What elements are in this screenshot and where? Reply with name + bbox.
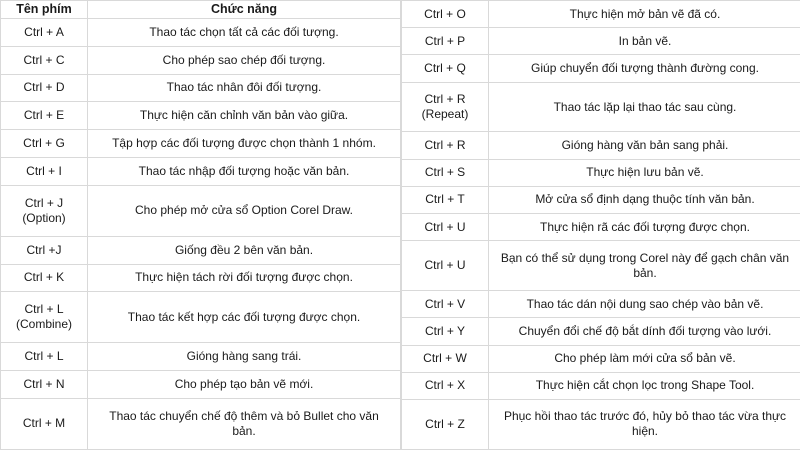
table-row: [1, 130, 401, 158]
table-row: [402, 159, 800, 186]
table-row: [402, 82, 800, 132]
shortcut-function: Cho phép mở cửa sổ Option Corel Draw.: [88, 185, 401, 236]
shortcut-function: Cho phép làm mới cửa sổ bản vẽ.: [489, 345, 800, 372]
shortcut-function: Thao tác kết hợp các đối tượng được chọn.: [88, 292, 401, 343]
shortcut-table-right: [401, 0, 800, 450]
shortcut-key: Ctrl + N: [1, 371, 88, 399]
shortcut-key: Ctrl + W: [402, 345, 489, 372]
shortcut-function: Gióng hàng sang trái.: [88, 343, 401, 371]
shortcut-key: Ctrl + C: [1, 46, 88, 74]
shortcut-function: Mở cửa sổ định dạng thuộc tính văn bản.: [489, 186, 800, 213]
shortcut-key: Ctrl + L: [1, 343, 88, 371]
shortcut-function: Thực hiện rã các đối tượng được chọn.: [489, 214, 800, 241]
shortcut-function: Phục hồi thao tác trước đó, hủy bỏ thao tác vừa thực hiện.: [489, 399, 800, 449]
shortcut-key: Ctrl + Q: [402, 55, 489, 82]
shortcut-function: Thực hiện mở bản vẽ đã có.: [489, 1, 800, 28]
table-row: [402, 1, 800, 28]
table-row: [402, 28, 800, 55]
table-row: [1, 74, 401, 102]
table-row: [1, 19, 401, 47]
table-row: [402, 132, 800, 159]
shortcut-function: Thao tác nhập đối tượng hoặc văn bản.: [88, 157, 401, 185]
table-row: [402, 186, 800, 213]
shortcut-key: Ctrl + L (Combine): [1, 292, 88, 343]
shortcut-key: Ctrl + V: [402, 291, 489, 318]
shortcut-function: In bản vẽ.: [489, 28, 800, 55]
table-row: [402, 345, 800, 372]
table-row: [402, 399, 800, 449]
table-row: [1, 185, 401, 236]
shortcut-function: Tập hợp các đối tượng được chọn thành 1 nhóm.: [88, 130, 401, 158]
shortcut-key: Ctrl + R (Repeat): [402, 82, 489, 132]
shortcut-key: Ctrl + I: [1, 157, 88, 185]
shortcut-key: Ctrl + D: [1, 74, 88, 102]
table-row: [1, 236, 401, 264]
shortcut-function: Chuyển đổi chế độ bắt dính đối tượng vào lưới.: [489, 318, 800, 345]
shortcut-key: Ctrl + P: [402, 28, 489, 55]
table-row: [1, 46, 401, 74]
shortcut-key: Ctrl +J: [1, 236, 88, 264]
shortcut-function: Thao tác chuyển chế độ thêm và bỏ Bullet cho văn bản.: [88, 398, 401, 449]
table-row: [1, 264, 401, 292]
table-row: [1, 157, 401, 185]
header-function: Chức năng: [88, 1, 401, 19]
header-row: [1, 1, 401, 19]
table-row: [1, 398, 401, 449]
table-row: [402, 372, 800, 399]
shortcut-function: Thao tác nhân đôi đối tượng.: [88, 74, 401, 102]
shortcut-function: Cho phép sao chép đối tượng.: [88, 46, 401, 74]
shortcut-key: Ctrl + M: [1, 398, 88, 449]
shortcut-key: Ctrl + G: [1, 130, 88, 158]
shortcut-function: Thao tác dán nội dung sao chép vào bản vẽ.: [489, 291, 800, 318]
shortcut-function: Thực hiện cắt chọn lọc trong Shape Tool.: [489, 372, 800, 399]
table-row: [1, 343, 401, 371]
shortcut-key: Ctrl + J (Option): [1, 185, 88, 236]
table-row: [402, 55, 800, 82]
shortcut-function: Cho phép tạo bản vẽ mới.: [88, 371, 401, 399]
shortcut-key: Ctrl + O: [402, 1, 489, 28]
shortcut-function: Giống đều 2 bên văn bản.: [88, 236, 401, 264]
shortcut-key: Ctrl + U: [402, 241, 489, 291]
shortcut-function: Thao tác chọn tất cả các đối tượng.: [88, 19, 401, 47]
shortcut-function: Gióng hàng văn bản sang phải.: [489, 132, 800, 159]
shortcut-key: Ctrl + Z: [402, 399, 489, 449]
header-key: Tên phím: [1, 1, 88, 19]
table-row: [402, 291, 800, 318]
shortcut-key: Ctrl + S: [402, 159, 489, 186]
shortcut-key: Ctrl + K: [1, 264, 88, 292]
shortcut-key: Ctrl + R: [402, 132, 489, 159]
table-row: [1, 102, 401, 130]
shortcut-function: Giúp chuyển đối tượng thành đường cong.: [489, 55, 800, 82]
shortcut-key: Ctrl + A: [1, 19, 88, 47]
shortcut-function: Thực hiện lưu bản vẽ.: [489, 159, 800, 186]
shortcut-key: Ctrl + U: [402, 214, 489, 241]
shortcut-function: Thực hiện tách rời đối tượng được chọn.: [88, 264, 401, 292]
table-row: [402, 214, 800, 241]
table-row: [402, 241, 800, 291]
table-row: [402, 318, 800, 345]
shortcut-function: Bạn có thể sử dụng trong Corel này để gạch chân văn bản.: [489, 241, 800, 291]
shortcut-function: Thao tác lặp lại thao tác sau cùng.: [489, 82, 800, 132]
shortcut-key: Ctrl + T: [402, 186, 489, 213]
shortcut-key: Ctrl + Y: [402, 318, 489, 345]
shortcut-key: Ctrl + X: [402, 372, 489, 399]
shortcut-key: Ctrl + E: [1, 102, 88, 130]
shortcut-function: Thực hiện căn chỉnh văn bản vào giữa.: [88, 102, 401, 130]
table-row: [1, 371, 401, 399]
table-row: [1, 292, 401, 343]
